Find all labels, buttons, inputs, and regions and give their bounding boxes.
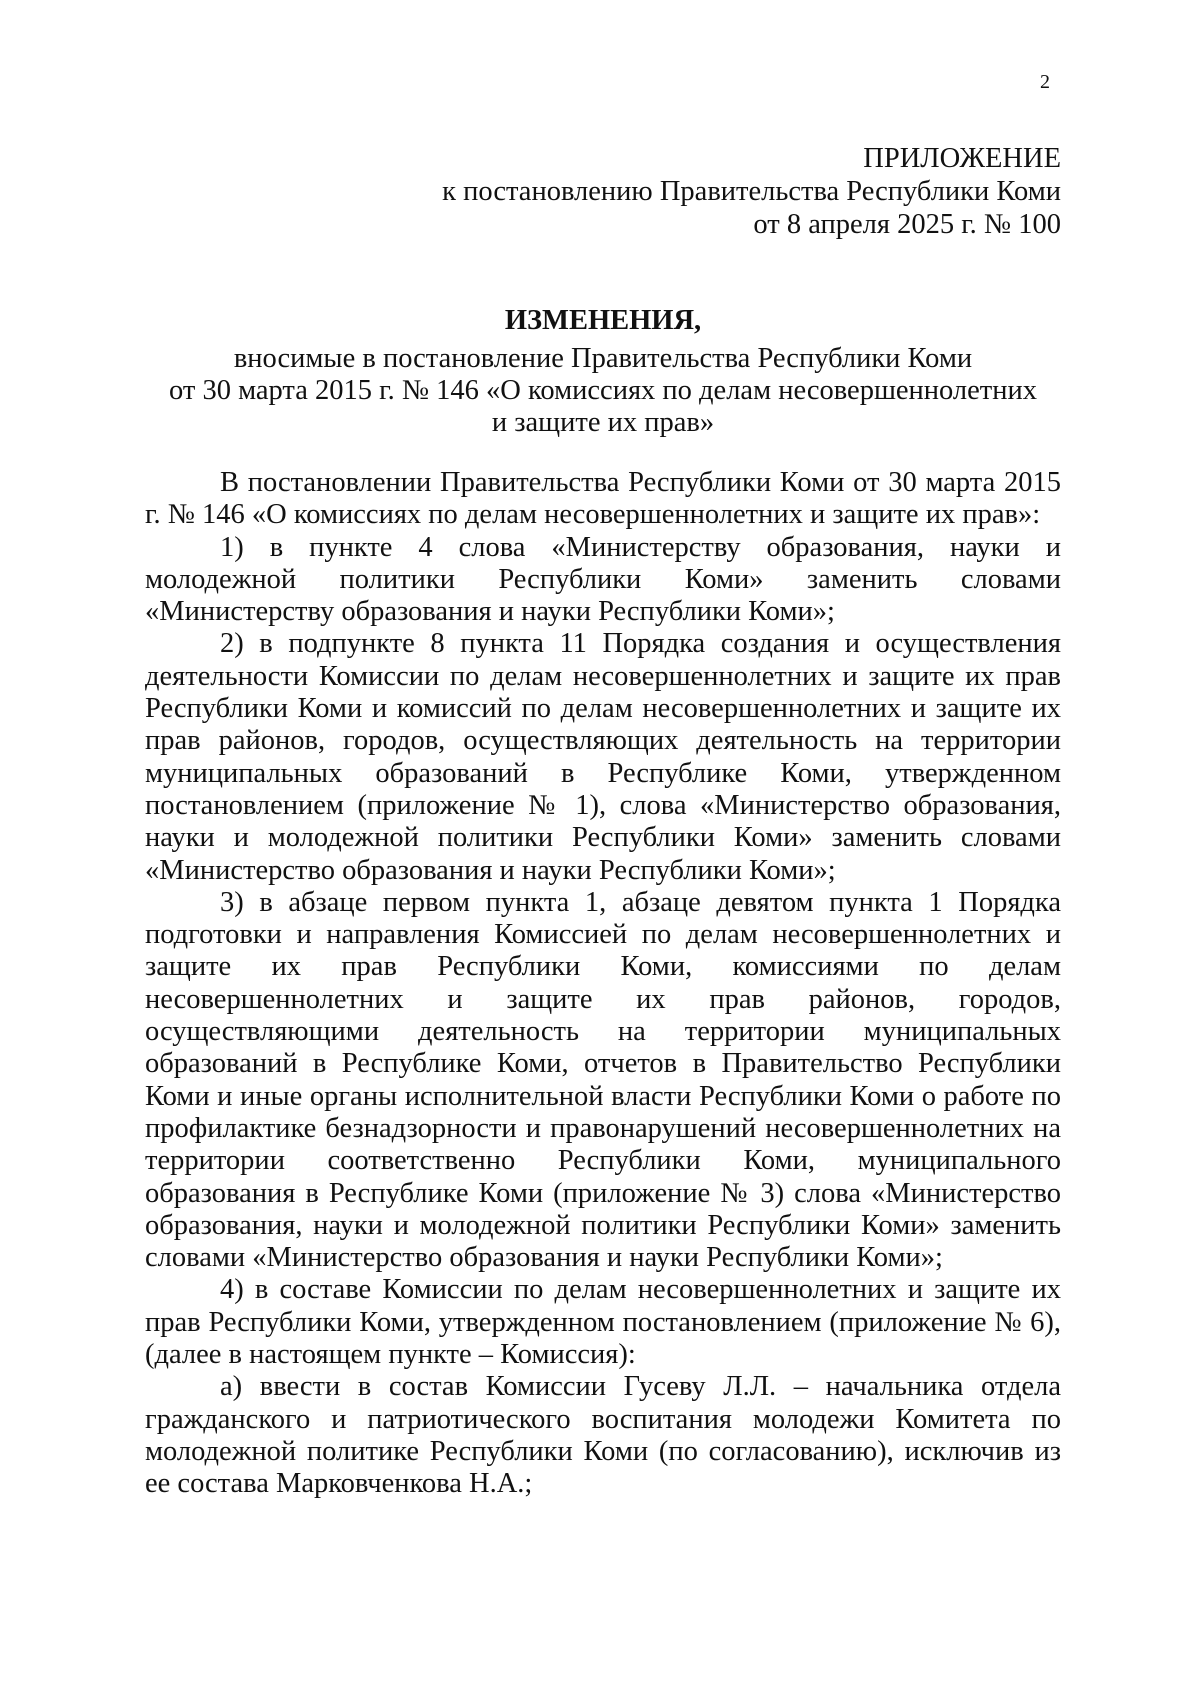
paragraph-item-2: 2) в подпункте 8 пункта 11 Порядка создания и осуществления деятельности Комиссии по делам несовершеннолетних и защите их прав Республики Коми и комиссий по делам несовершеннолетних и защите их прав районов, городов, осуществляющих деятельность на территории муниципальных образований в Республике Коми, утвержденном постановлением (приложение № 1), слова «Министерство образования, науки и молодежной политики Республики Коми» заменить словами «Министерство образования и науки Республики Коми»; bbox=[145, 628, 1061, 886]
page-number: 2 bbox=[1040, 71, 1050, 93]
appendix-header bbox=[261, 142, 1061, 241]
paragraph-item-3: 3) в абзаце первом пункта 1, абзаце девятом пункта 1 Порядка подготовки и направления Комиссией по делам несовершеннолетних и защите их прав Республики Коми, комиссиями по делам несовершеннолетних и защите их прав районов, городов, осуществляющими деятельность на территории муниципальных образований в Республике Коми, отчетов в Правительство Республики Коми и иные органы исполнительной власти Республики Коми о работе по профилактике безнадзорности и правонарушений несовершеннолетних на территории соответственно Республики Коми, муниципального образования в Республике Коми (приложение № 3) слова «Министерство образования, науки и молодежной политики Республики Коми» заменить словами «Министерство образования и науки Республики Коми»; bbox=[145, 886, 1061, 1274]
paragraph-item-4: 4) в составе Комиссии по делам несовершеннолетних и защите их прав Республики Коми, утвержденном постановлением (приложение № 6), (далее в настоящем пункте – Комиссия): bbox=[145, 1274, 1061, 1371]
document-body bbox=[145, 467, 1061, 1501]
paragraph-item-1: 1) в пункте 4 слова «Министерству образования, науки и молодежной политики Республики Коми» заменить словами «Министерству образования и науки Республики Коми»; bbox=[145, 531, 1061, 628]
appendix-heading: ПРИЛОЖЕНИЕ bbox=[863, 143, 1061, 174]
document-title-block bbox=[145, 305, 1061, 439]
document-title: ИЗМЕНЕНИЯ, bbox=[504, 305, 702, 336]
document-subtitle-line-3: и защите их прав» bbox=[491, 407, 715, 438]
paragraph-intro: В постановлении Правительства Республики Коми от 30 марта 2015 г. № 146 «О комиссиях по делам несовершеннолетних и защите их прав»: bbox=[145, 467, 1061, 531]
document-subtitle-line-2: от 30 марта 2015 г. № 146 «О комиссиях по делам несовершеннолетних bbox=[168, 375, 1037, 406]
appendix-decree-date: от 8 апреля 2025 г. № 100 bbox=[753, 209, 1061, 240]
appendix-decree-reference: к постановлению Правительства Республики Коми bbox=[442, 176, 1061, 207]
document-subtitle-line-1: вносимые в постановление Правительства Республики Коми bbox=[233, 343, 973, 374]
paragraph-item-4a: а) ввести в состав Комиссии Гусеву Л.Л. – начальника отдела гражданского и патриотического воспитания молодежи Комитета по молодежной политике Республики Коми (по согласованию), исключив из ее состава Марковченкова Н.А.; bbox=[145, 1371, 1061, 1500]
